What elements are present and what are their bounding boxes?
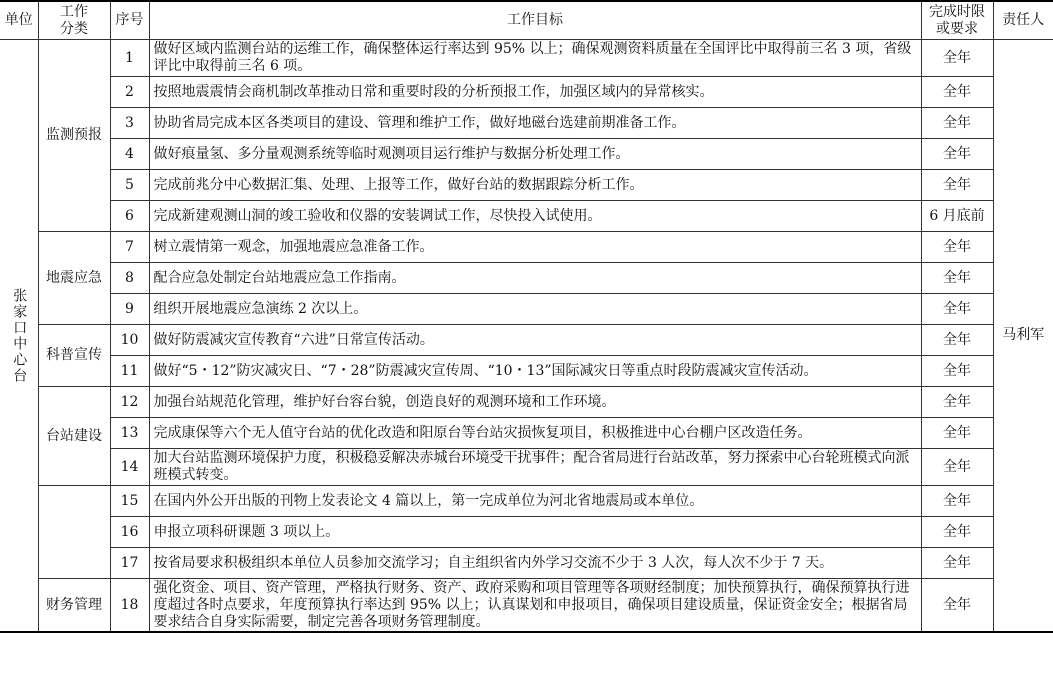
seq-cell: 10 [110,325,149,356]
seq-cell: 15 [110,486,149,517]
table-row [0,387,1053,418]
seq-cell: 1 [110,40,149,77]
table-row [0,108,1053,139]
goal-cell: 加大台站监测环境保护力度，积极稳妥解决赤城台环境受干扰事件；配合省局进行台站改革，努力探索中心台轮班模式向派班模式转变。 [149,449,921,486]
deadline-cell: 全年 [921,517,993,548]
category-cell [38,486,110,579]
table-row [0,356,1053,387]
unit-cell: 张家口中心台 [0,40,38,633]
category-cell: 监测预报 [38,40,110,232]
deadline-cell: 全年 [921,579,993,633]
deadline-cell: 全年 [921,139,993,170]
header-category [38,1,110,40]
table-row [0,294,1053,325]
seq-cell: 9 [110,294,149,325]
deadline-cell: 全年 [921,449,993,486]
goal-cell: 在国内外公开出版的刊物上发表论文 4 篇以上，第一完成单位为河北省地震局或本单位。 [149,486,921,517]
seq-cell: 12 [110,387,149,418]
category-cell: 财务管理 [38,579,110,633]
goal-cell: 做好区域内监测台站的运维工作，确保整体运行率达到 95% 以上；确保观测资料质量在全国评比中取得前三名 3 项，省级评比中取得前三名 6 项。 [149,40,921,77]
seq-cell: 8 [110,263,149,294]
goal-cell: 加强台站规范化管理，维护好台容台貌，创造良好的观测环境和工作环境。 [149,387,921,418]
goal-cell: 按省局要求积极组织本单位人员参加交流学习；自主组织省内外学习交流不少于 3 人次，每人次不少于 7 天。 [149,548,921,579]
header-person: 责任人 [993,1,1053,40]
header-goal: 工作目标 [149,1,921,40]
seq-cell: 17 [110,548,149,579]
category-cell: 地震应急 [38,232,110,325]
goal-cell: 做好痕量氢、多分量观测系统等临时观测项目运行维护与数据分析处理工作。 [149,139,921,170]
table-row [0,449,1053,486]
deadline-cell: 全年 [921,77,993,108]
table-row [0,263,1053,294]
goal-cell: 申报立项科研课题 3 项以上。 [149,517,921,548]
goal-cell: 组织开展地震应急演练 2 次以上。 [149,294,921,325]
goal-cell: 按照地震震情会商机制改革推动日常和重要时段的分析预报工作，加强区域内的异常核实。 [149,77,921,108]
deadline-cell: 6 月底前 [921,201,993,232]
seq-cell: 11 [110,356,149,387]
seq-cell: 13 [110,418,149,449]
category-cell: 科普宣传 [38,325,110,387]
responsible-cell: 马利军 [993,40,1053,633]
seq-cell: 7 [110,232,149,263]
seq-cell: 16 [110,517,149,548]
table-row [0,517,1053,548]
table-row [0,232,1053,263]
seq-cell: 18 [110,579,149,633]
goal-cell: 完成新建观测山洞的竣工验收和仪器的安装调试工作，尽快投入试使用。 [149,201,921,232]
category-cell: 台站建设 [38,387,110,486]
goal-cell: 完成前兆分中心数据汇集、处理、上报等工作，做好台站的数据跟踪分析工作。 [149,170,921,201]
table-row [0,579,1053,633]
deadline-cell: 全年 [921,40,993,77]
table-row [0,548,1053,579]
table-row [0,486,1053,517]
deadline-cell: 全年 [921,387,993,418]
deadline-cell: 全年 [921,325,993,356]
seq-cell: 2 [110,77,149,108]
header-deadline-line1: 完成时限 [929,3,985,20]
table-row [0,77,1053,108]
table-row [0,325,1053,356]
seq-cell: 14 [110,449,149,486]
deadline-cell: 全年 [921,294,993,325]
table-row [0,139,1053,170]
deadline-cell: 全年 [921,232,993,263]
deadline-cell: 全年 [921,263,993,294]
deadline-cell: 全年 [921,548,993,579]
header-deadline [921,1,993,40]
header-seq: 序号 [110,1,149,40]
table-row [0,40,1053,77]
deadline-cell: 全年 [921,356,993,387]
seq-cell: 4 [110,139,149,170]
header-unit: 单位 [0,1,38,40]
header-row [0,1,1053,40]
seq-cell: 5 [110,170,149,201]
seq-cell: 6 [110,201,149,232]
table-row [0,170,1053,201]
table-row [0,201,1053,232]
goal-cell: 做好“5・12”防灾减灾日、“7・28”防震减灾宣传周、“10・13”国际减灾日等重点时段防震减灾宣传活动。 [149,356,921,387]
goal-cell: 树立震情第一观念，加强地震应急准备工作。 [149,232,921,263]
header-category-line2: 分类 [60,20,88,37]
seq-cell: 3 [110,108,149,139]
goal-cell: 强化资金、项目、资产管理，严格执行财务、资产、政府采购和项目管理等各项财经制度；加快预算执行，确保预算执行进度超过各时点要求，年度预算执行率达到 95% 以上；认真谋划和申报项目，确保项目建设质量，保证资金安全；根据省局要求结合自身实际需要，制定完善各项财务管理制度。 [149,579,921,633]
deadline-cell: 全年 [921,108,993,139]
header-deadline-line2: 或要求 [936,20,978,37]
goal-cell: 配合应急处制定台站地震应急工作指南。 [149,263,921,294]
goal-cell: 完成康保等六个无人值守台站的优化改造和阳原台等台站灾损恢复项目，积极推进中心台棚户区改造任务。 [149,418,921,449]
deadline-cell: 全年 [921,486,993,517]
deadline-cell: 全年 [921,418,993,449]
goal-cell: 做好防震减灾宣传教育“六进”日常宣传活动。 [149,325,921,356]
table-row [0,418,1053,449]
header-category-line1: 工作 [60,3,88,20]
deadline-cell: 全年 [921,170,993,201]
goal-cell: 协助省局完成本区各类项目的建设、管理和维护工作，做好地磁台选建前期准备工作。 [149,108,921,139]
